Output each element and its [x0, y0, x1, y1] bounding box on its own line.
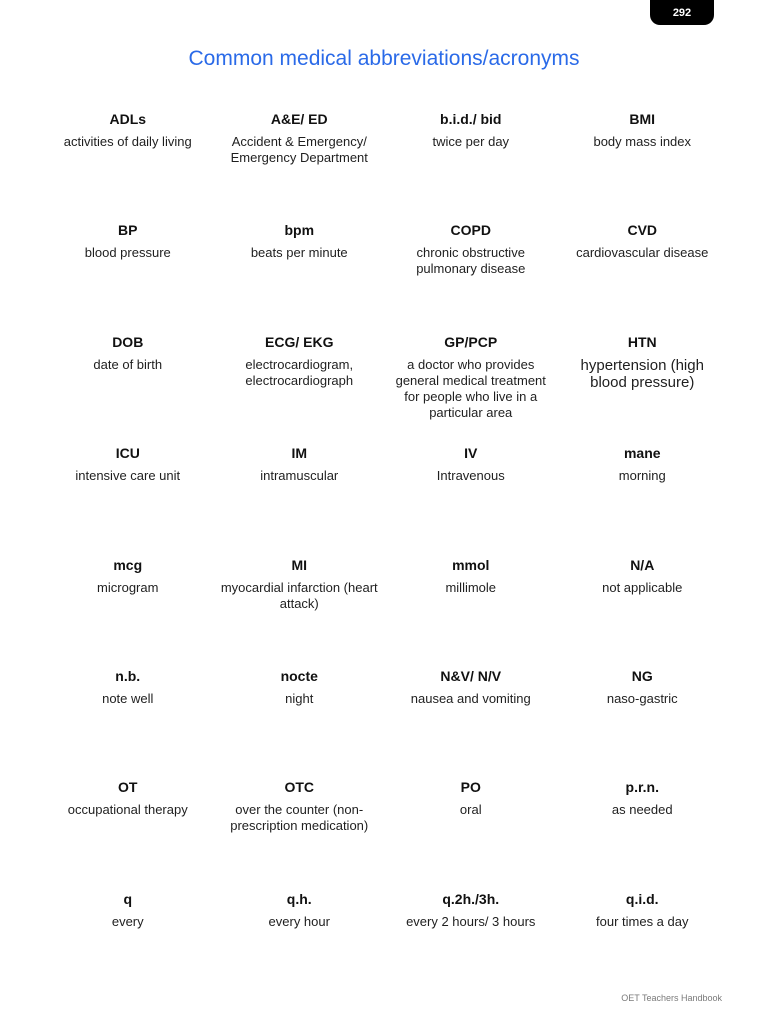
abbreviation-entry: [557, 110, 729, 221]
abbreviation-term: n.b.: [115, 667, 141, 684]
abbreviation-definition: twice per day: [432, 134, 510, 149]
abbreviation-term: q: [123, 890, 133, 907]
abbreviation-definition: microgram: [97, 579, 159, 595]
abbreviation-term: q.h.: [286, 890, 312, 907]
abbreviation-entry: [42, 890, 214, 1001]
abbreviation-definition: cardiovascular disease: [576, 245, 709, 261]
abbreviation-term: BMI: [629, 111, 656, 127]
abbreviation-entry: [42, 444, 214, 555]
abbreviation-definition: naso-gastric: [606, 690, 678, 706]
abbreviation-term: mcg: [113, 556, 143, 573]
abbreviation-definition: electrocardiogram, electrocardiograph: [245, 356, 354, 388]
abbreviation-entry: [214, 221, 386, 332]
abbreviation-entry: [214, 444, 386, 555]
abbreviation-term: N&V/ N/V: [440, 667, 502, 684]
abbreviation-definition: night: [285, 690, 314, 706]
abbreviation-term: bpm: [284, 222, 315, 239]
abbreviation-term: ICU: [115, 445, 140, 462]
abbreviation-definition: blood pressure: [84, 245, 171, 261]
abbreviation-definition: oral: [459, 802, 482, 818]
abbreviation-definition: myocardial infarction (heart attack): [220, 579, 378, 611]
abbreviation-definition: hypertension (high blood pressure): [580, 356, 704, 391]
abbreviation-term: COPD: [450, 222, 491, 239]
abbreviation-definition: not applicable: [602, 579, 683, 595]
abbreviation-term: IM: [291, 445, 308, 462]
abbreviation-definition: note well: [102, 690, 154, 706]
abbreviation-definition: activities of daily living: [63, 134, 192, 149]
abbreviation-term: q.i.d.: [625, 890, 659, 907]
abbreviation-definition: beats per minute: [250, 245, 348, 261]
abbreviation-entry: [42, 333, 214, 444]
abbreviation-entry: [42, 221, 214, 332]
abbreviation-term: ADLs: [109, 111, 147, 127]
abbreviation-definition: chronic obstructive pulmonary disease: [416, 245, 526, 277]
abbreviation-entry: [385, 667, 557, 778]
abbreviation-term: mane: [623, 445, 661, 462]
page-number-badge: 292: [650, 0, 714, 25]
abbreviation-entry: [42, 667, 214, 778]
abbreviation-entry: [385, 221, 557, 332]
abbreviation-entry: [42, 110, 214, 221]
abbreviation-definition: as needed: [611, 802, 673, 818]
abbreviation-term: nocte: [280, 667, 318, 684]
abbreviation-term: b.i.d./ bid: [440, 111, 502, 127]
abbreviation-definition: date of birth: [93, 356, 163, 372]
abbreviation-definition: intensive care unit: [75, 468, 181, 484]
abbreviation-term: MI: [291, 556, 308, 573]
abbreviation-term: A&E/ ED: [270, 111, 328, 127]
abbreviation-term: mmol: [452, 556, 490, 573]
abbreviation-entry: [385, 890, 557, 1001]
abbreviation-term: BP: [118, 222, 138, 239]
abbreviation-definition: over the counter (non-prescription medication): [230, 802, 369, 834]
abbreviation-term: p.r.n.: [625, 779, 659, 796]
abbreviation-entry: [42, 556, 214, 667]
footer-text: OET Teachers Handbook: [621, 993, 722, 1003]
abbreviation-term: GP/PCP: [444, 333, 498, 350]
abbreviation-definition: every: [111, 913, 144, 929]
abbreviation-entry: [385, 333, 557, 444]
abbreviation-grid: [42, 110, 728, 1001]
abbreviation-definition: intramuscular: [260, 468, 339, 484]
abbreviation-definition: Intravenous: [436, 468, 505, 484]
abbreviation-term: IV: [464, 445, 478, 462]
abbreviation-term: OTC: [284, 779, 315, 796]
abbreviation-entry: [385, 444, 557, 555]
abbreviation-definition: body mass index: [593, 134, 692, 149]
abbreviation-definition: Accident & Emergency/ Emergency Department: [230, 134, 368, 165]
abbreviation-entry: [214, 778, 386, 889]
abbreviation-entry: [557, 667, 729, 778]
abbreviation-term: q.2h./3h.: [442, 890, 500, 907]
abbreviation-term: HTN: [627, 333, 657, 350]
abbreviation-definition: a doctor who provides general medical treatment for people who live in a particular area: [395, 356, 546, 420]
abbreviation-term: OT: [118, 779, 138, 796]
abbreviation-definition: morning: [618, 468, 666, 484]
abbreviation-term: ECG/ EKG: [265, 333, 334, 350]
abbreviation-term: CVD: [627, 222, 658, 239]
abbreviation-definition: nausea and vomiting: [410, 690, 531, 706]
abbreviation-entry: [214, 890, 386, 1001]
abbreviation-entry: [557, 556, 729, 667]
abbreviation-entry: [214, 667, 386, 778]
abbreviation-definition: occupational therapy: [67, 802, 188, 818]
abbreviation-term: PO: [460, 779, 481, 796]
abbreviation-definition: four times a day: [596, 913, 689, 929]
abbreviation-entry: [214, 556, 386, 667]
abbreviation-definition: every 2 hours/ 3 hours: [406, 913, 536, 929]
abbreviation-term: N/A: [630, 556, 655, 573]
page-title: Common medical abbreviations/acronyms: [188, 47, 580, 70]
abbreviation-entry: [557, 444, 729, 555]
abbreviation-entry: [214, 110, 386, 221]
abbreviation-entry: [385, 556, 557, 667]
abbreviation-entry: [557, 778, 729, 889]
abbreviation-term: NG: [631, 667, 653, 684]
abbreviation-definition: every hour: [268, 913, 330, 929]
abbreviation-term: DOB: [112, 333, 144, 350]
abbreviation-entry: [385, 778, 557, 889]
abbreviation-entry: [385, 110, 557, 221]
abbreviation-entry: [557, 221, 729, 332]
abbreviation-entry: [557, 890, 729, 1001]
abbreviation-entry: [42, 778, 214, 889]
abbreviation-entry: [557, 333, 729, 444]
abbreviation-entry: [214, 333, 386, 444]
abbreviation-definition: millimole: [445, 579, 497, 595]
